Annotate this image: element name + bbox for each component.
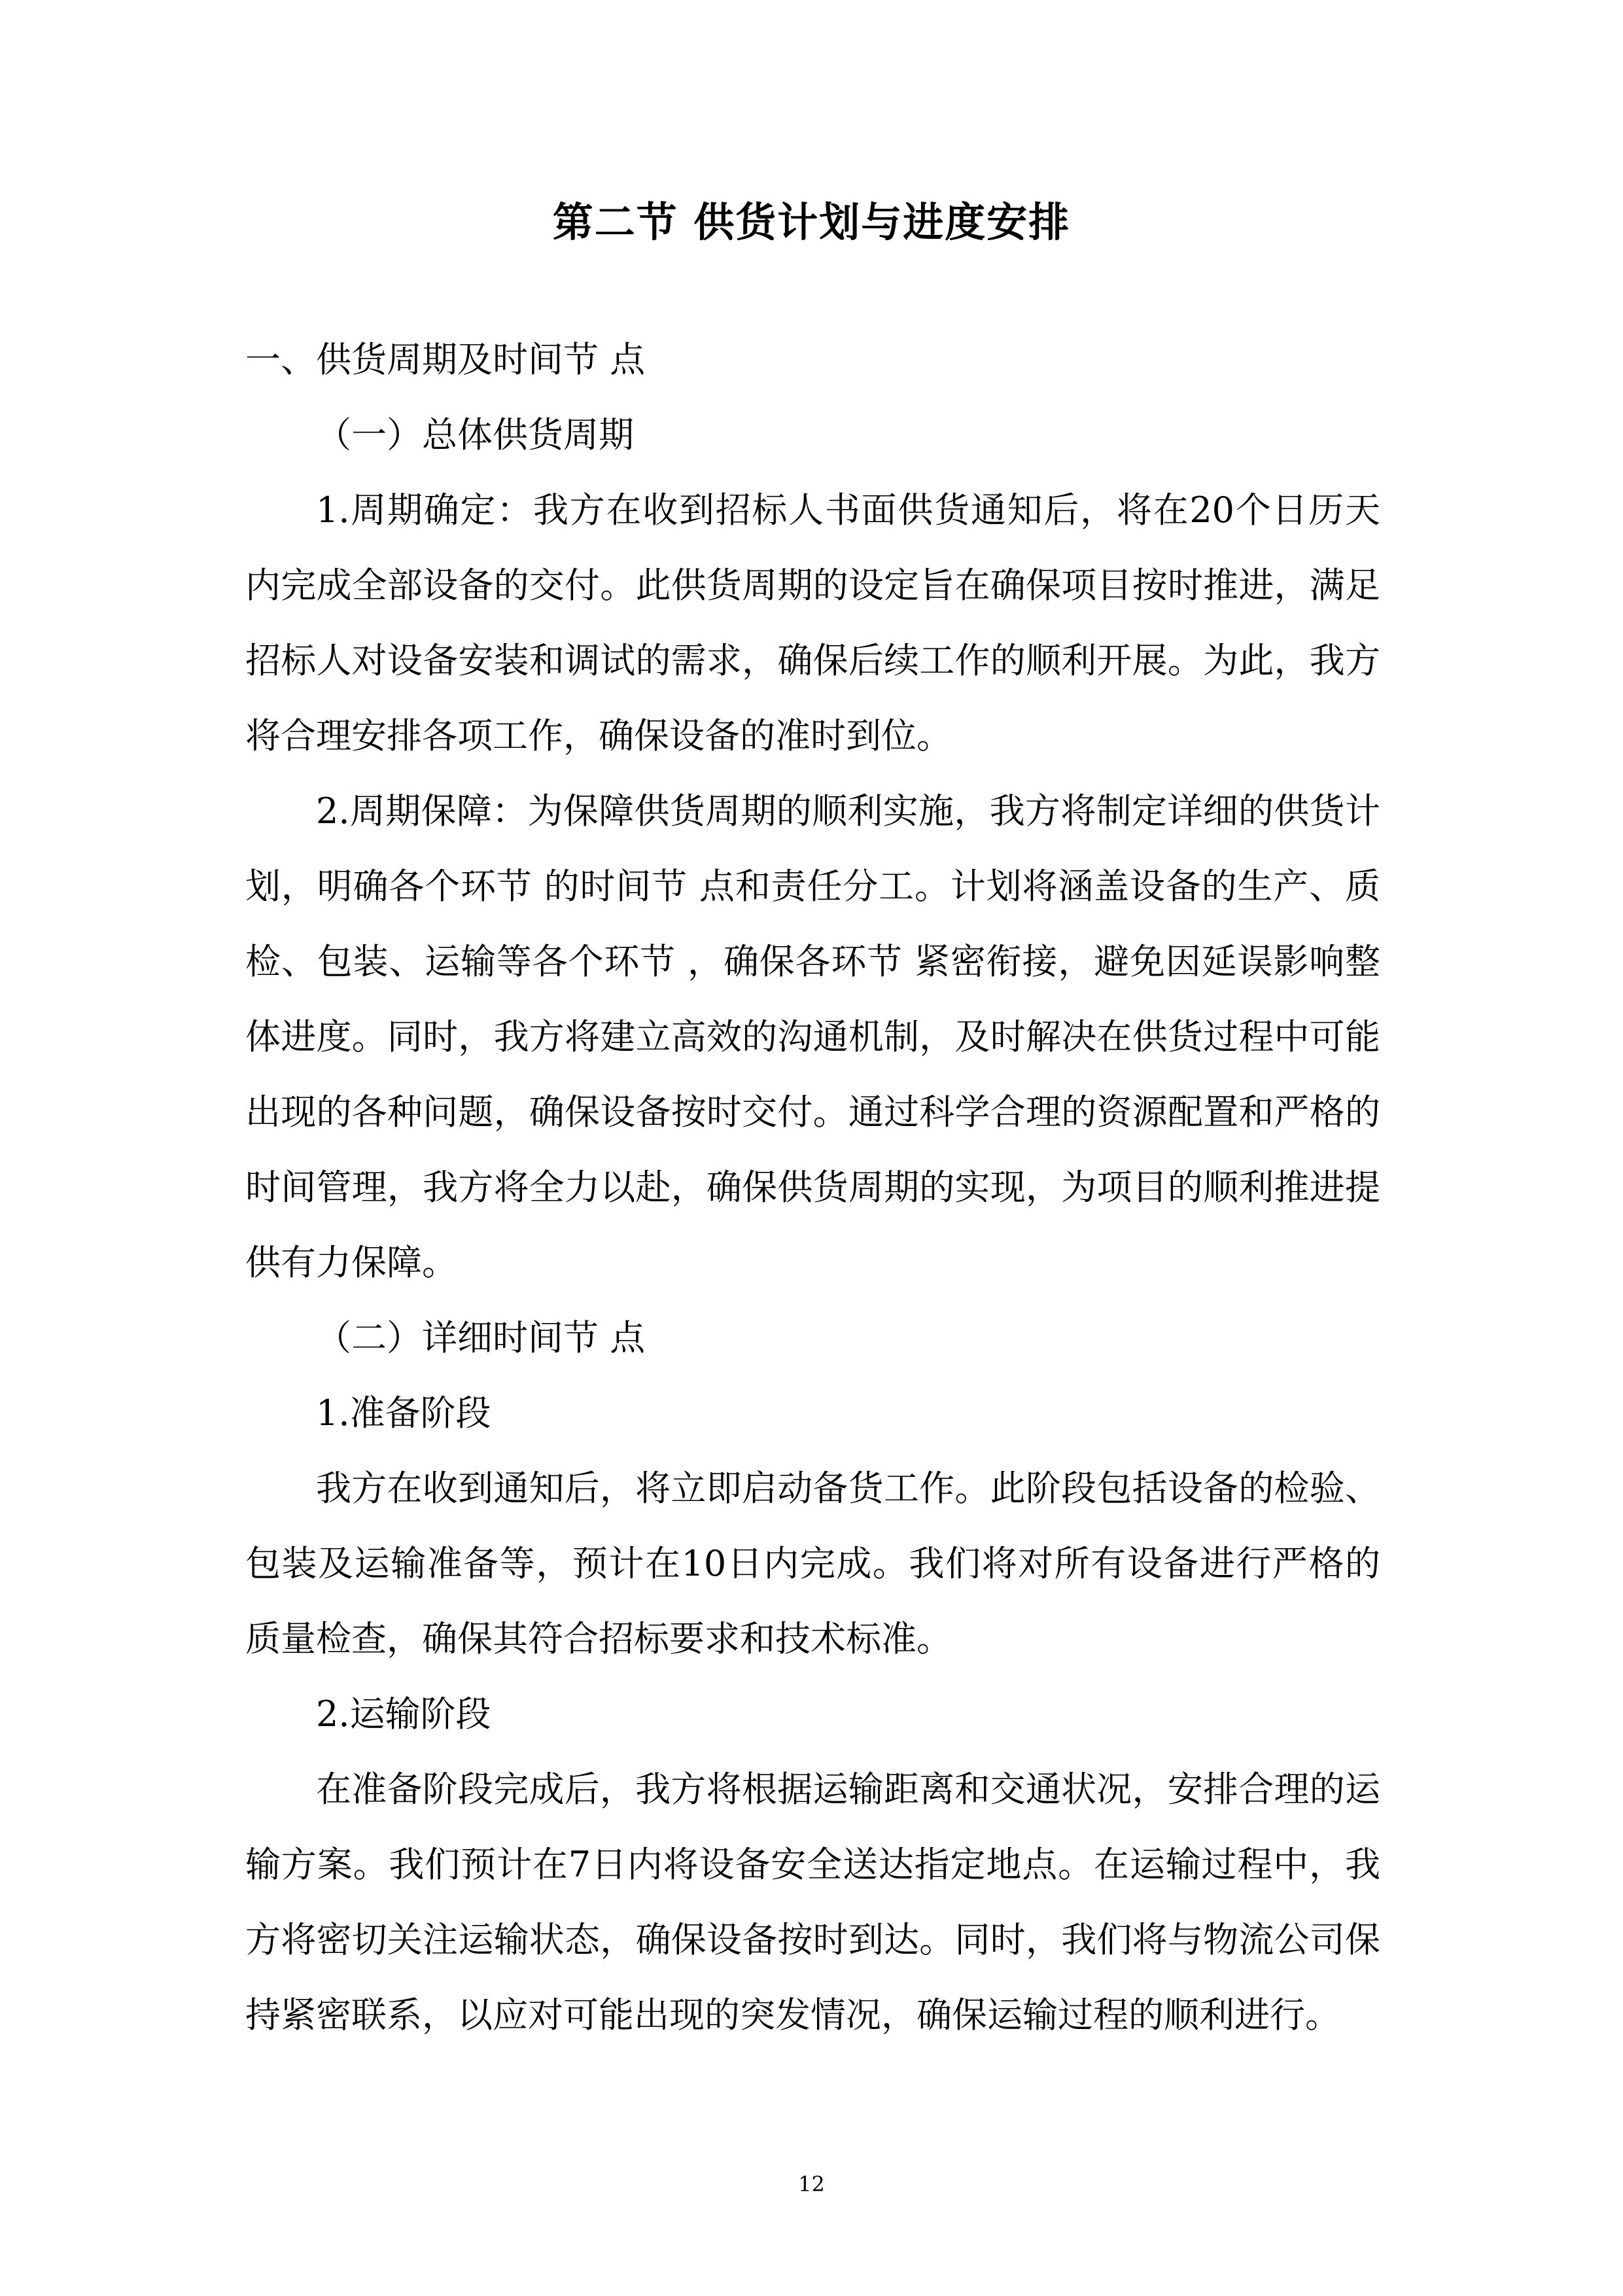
paragraph: 1.周期确定：我方在收到招标人书面供货通知后，将在20个日历天内完成全部设备的交付。此供货周期的设定旨在确保项目按时推进，满足招标人对设备安装和调试的需求，确保后续工作的顺利开展。为此，我方将合理安排各项工作，确保设备的准时到位。 bbox=[245, 489, 1380, 756]
heading-level-3: 2.运输阶段 bbox=[316, 1693, 491, 1735]
body-text bbox=[245, 322, 1380, 2053]
paragraph: 在准备阶段完成后，我方将根据运输距离和交通状况，安排合理的运输方案。我们预计在7日内将设备安全送达指定地点。在运输过程中，我方将密切关注运输状态，确保设备按时到达。同时，我们将与物流公司保持紧密联系，以应对可能出现的突发情况，确保运输过程的顺利进行。 bbox=[245, 1769, 1380, 2036]
heading-level-3: 1.准备阶段 bbox=[316, 1392, 491, 1434]
heading-level-2: （一）总体供货周期 bbox=[316, 414, 634, 455]
section-title: 第二节 供货计划与进度安排 bbox=[552, 198, 1071, 246]
paragraph: 我方在收到通知后，将立即启动备货工作。此阶段包括设备的检验、包装及运输准备等，预计在10日内完成。我们将对所有设备进行严格的质量检查，确保其符合招标要求和技术标准。 bbox=[245, 1468, 1380, 1659]
heading-level-1: 一、供货周期及时间节 点 bbox=[245, 339, 646, 380]
heading-level-2: （二）详细时间节 点 bbox=[316, 1317, 646, 1358]
page-number: 12 bbox=[798, 2172, 825, 2197]
paragraph: 2.周期保障：为保障供货周期的顺利实施，我方将制定详细的供货计划，明确各个环节 的时间节 点和责任分工。计划将涵盖设备的生产、质检、包装、运输等各个环节 ，确保各环节 紧密衔接，避免因延误影响整体进度。同时，我方将建立高效的沟通机制，及时解决在供货过程中可能出现的各种问题，确保设备按时交付。通过科学合理的资源配置和严格的时间管理，我方将全力以赴，确保供货周期的实现，为项目的顺利推进提供有力保障。 bbox=[245, 790, 1380, 1283]
